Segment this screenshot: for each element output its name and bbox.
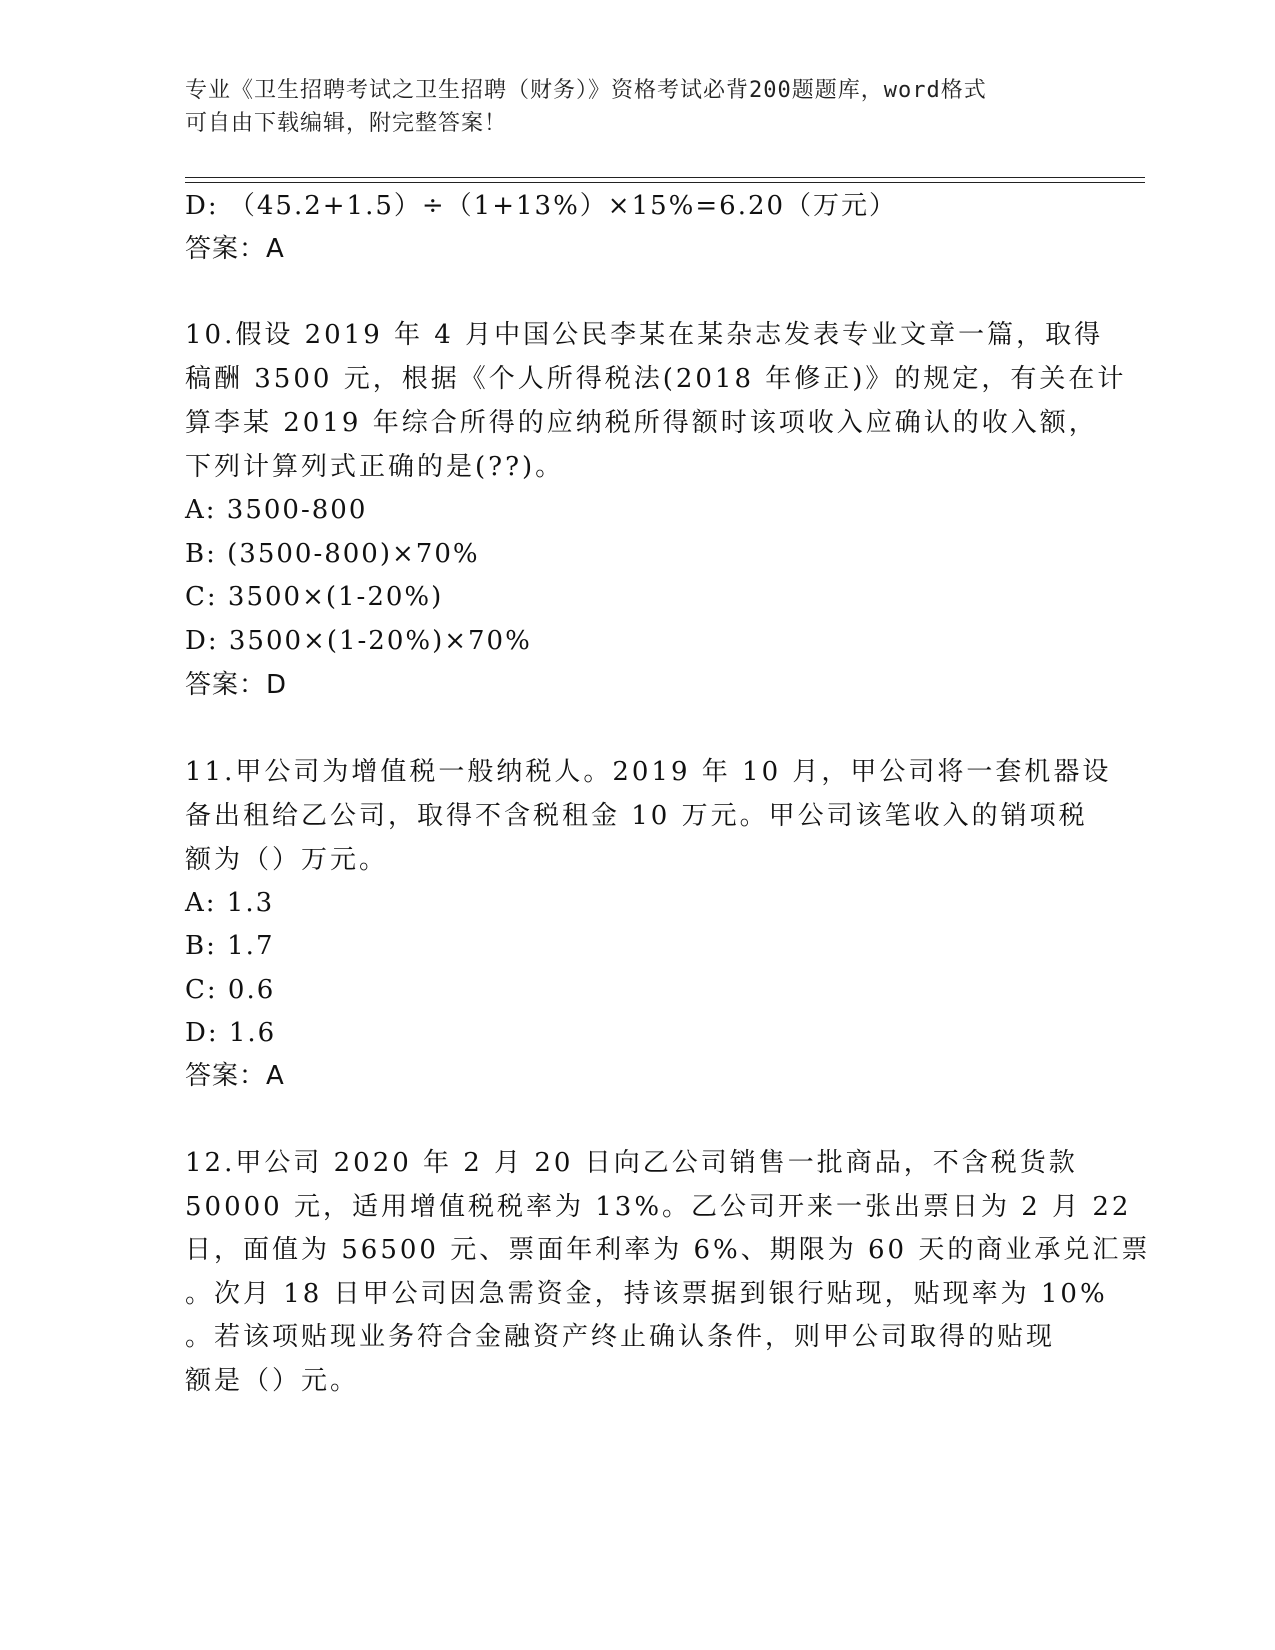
q12-stem-line: 50000 元，适用增值税税率为 13%。乙公司开来一张出票日为 2 月 22 — [185, 1192, 1132, 1222]
prev-option-d: D: （45.2+1.5）÷（1+13%）×15%=6.20（万元） — [185, 191, 898, 221]
q11-option-d: D: 1.6 — [185, 1018, 277, 1048]
q10-option-c: C: 3500×(1-20%) — [185, 582, 444, 612]
q10-option-a: A: 3500-800 — [185, 495, 368, 525]
q10-stem-line: 算李某 2019 年综合所得的应纳税所得额时该项收入应确认的收入额， — [185, 408, 1098, 438]
prev-answer: 答案：A — [185, 234, 285, 264]
q11-option-b: B: 1.7 — [185, 931, 275, 961]
q11-option-a: A: 1.3 — [185, 888, 275, 918]
page-header — [185, 74, 1085, 140]
q11-stem-line: 11.甲公司为增值税一般纳税人。2019 年 10 月，甲公司将一套机器设 — [185, 757, 1112, 787]
header-divider-bottom — [185, 182, 1145, 183]
q10-option-b: B: (3500-800)×70% — [185, 539, 480, 569]
q11-stem-line: 额为（）万元。 — [185, 845, 389, 875]
q10-stem-line: 稿酬 3500 元，根据《个人所得税法(2018 年修正)》的规定，有关在计 — [185, 364, 1127, 394]
q12-stem-line: 额是（）元。 — [185, 1366, 360, 1396]
q10-stem-line: 10.假设 2019 年 4 月中国公民李某在某杂志发表专业文章一篇，取得 — [185, 320, 1104, 350]
q11-stem-line: 备出租给乙公司，取得不含税租金 10 万元。甲公司该笔收入的销项税 — [185, 801, 1088, 831]
q12-stem-line: 。若该项贴现业务符合金融资产终止确认条件，则甲公司取得的贴现 — [185, 1322, 1056, 1352]
q12-stem-line: 12.甲公司 2020 年 2 月 20 日向乙公司销售一批商品，不含税货款 — [185, 1148, 1078, 1178]
header-divider-top — [185, 177, 1145, 178]
q12-stem-line: 日，面值为 56500 元、票面年利率为 6%、期限为 60 天的商业承兑汇票 — [185, 1235, 1151, 1265]
q11-answer: 答案：A — [185, 1061, 285, 1091]
header-title-line-2: 可自由下载编辑，附完整答案！ — [185, 111, 508, 136]
q12-stem-line: 。次月 18 日甲公司因急需资金，持该票据到银行贴现，贴现率为 10% — [185, 1279, 1108, 1309]
q10-option-d: D: 3500×(1-20%)×70% — [185, 626, 532, 656]
q10-answer: 答案：D — [185, 670, 288, 700]
header-title-line-1: 专业《卫生招聘考试之卫生招聘（财务）》资格考试必背200题题库，word格式 — [185, 78, 987, 103]
q10-stem-line: 下列计算列式正确的是(??)。 — [185, 452, 565, 482]
q11-option-c: C: 0.6 — [185, 975, 276, 1005]
